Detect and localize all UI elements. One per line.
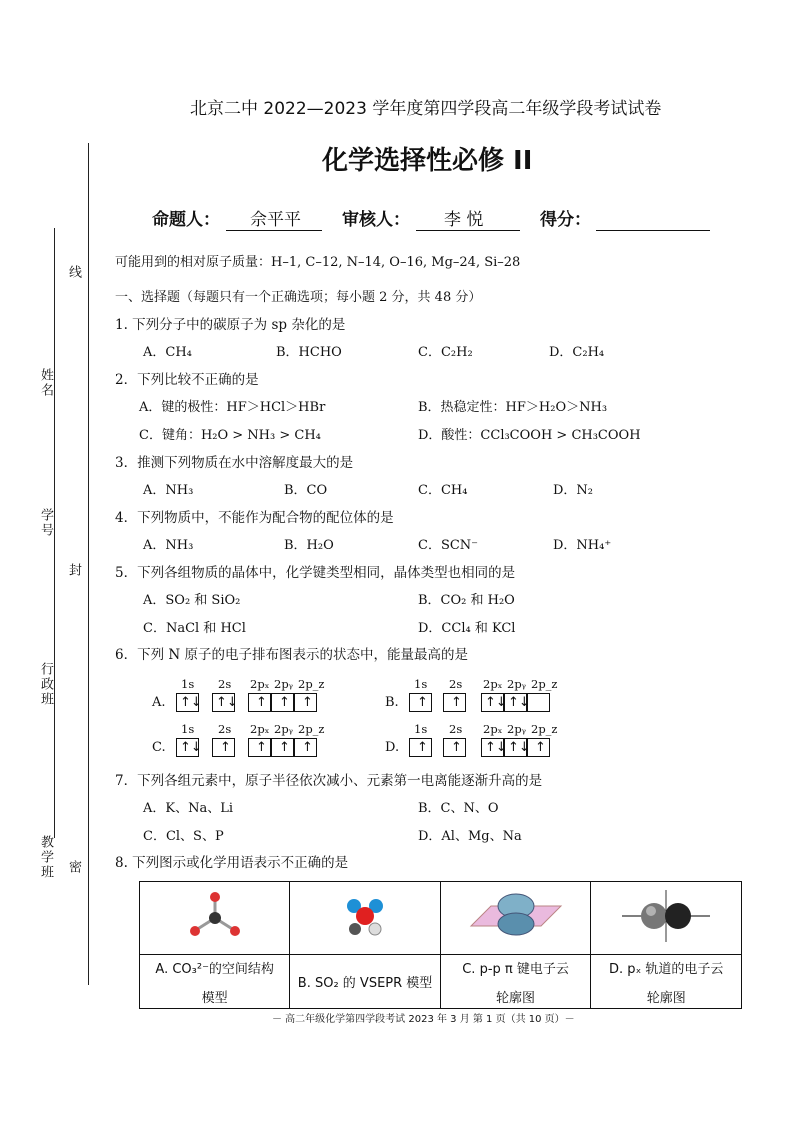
q7-option-b: B．C、N、O xyxy=(418,801,499,816)
orbital-label-2pz: 2p_z xyxy=(298,722,325,736)
electron-arrows: ↑↓ xyxy=(508,740,530,755)
orbital-label-2px: 2pₓ xyxy=(483,722,503,736)
orbital-box-2pz xyxy=(294,738,317,757)
orbital-box-2pz xyxy=(527,738,550,757)
q2-stem: 2．下列比较不正确的是 xyxy=(115,372,259,388)
q4-option-a: A．NH₃ xyxy=(143,538,194,553)
margin-label-admin-class: 行政班 xyxy=(38,662,53,707)
school-title: 北京二中 2022—2023 学年度第四学段高二年级学段考试试卷 xyxy=(190,99,662,119)
q4-stem: 4．下列物质中，不能作为配合物的配位体的是 xyxy=(115,510,394,526)
orbital-label-2s: 2s xyxy=(218,677,232,691)
q7-option-a: A．K、Na、Li xyxy=(143,801,234,816)
q8-table xyxy=(139,881,742,1009)
electron-arrows: ↑ xyxy=(451,695,462,710)
q2-option-d: D．酸性：CCl₃COOH > CH₃COOH xyxy=(418,428,641,443)
q4-option-b: B．H₂O xyxy=(284,538,334,553)
electron-arrows: ↑ xyxy=(279,695,290,710)
orbital-label-2px: 2pₓ xyxy=(483,677,503,691)
section-heading: 一、选择题（每题只有一个正确选项；每小题 2 分，共 48 分） xyxy=(115,290,482,305)
q8-image-c xyxy=(440,882,591,955)
reviewer-label: 审核人： xyxy=(342,210,410,230)
electron-arrows: ↑↓ xyxy=(485,740,507,755)
q6-stem: 6．下列 N 原子的电子排布图表示的状态中，能量最高的是 xyxy=(115,647,468,663)
q6-c-letter: C. xyxy=(152,740,166,755)
orbital-label-2s: 2s xyxy=(449,677,463,691)
q4-option-d: D．NH₄⁺ xyxy=(553,538,612,553)
orbital-box-2py xyxy=(504,693,530,712)
orbital-box-2s xyxy=(212,738,235,757)
orbital-box-1s xyxy=(176,738,202,757)
reviewer-underline xyxy=(416,230,520,231)
orbital-label-2py: 2pᵧ xyxy=(274,722,294,736)
orbital-box-2px xyxy=(248,738,271,757)
score-label: 得分： xyxy=(540,210,591,230)
q3-option-d: D．N₂ xyxy=(553,483,594,498)
orbital-label-2py: 2pᵧ xyxy=(274,677,294,691)
orbital-label-2pz: 2p_z xyxy=(531,722,558,736)
margin-label-teaching-class: 教学班 xyxy=(38,835,53,880)
margin-label-student-id: 学号 xyxy=(38,508,53,538)
setter-name: 佘平平 xyxy=(250,210,301,230)
q3-stem: 3．推测下列物质在水中溶解度最大的是 xyxy=(115,455,354,471)
carbonate-ball-stick-model xyxy=(180,886,250,946)
px-orbital-cloud xyxy=(616,886,716,946)
q8-caption-c: C. p-p π 键电子云 轮廓图 xyxy=(440,955,591,1009)
electron-arrows: ↑↓ xyxy=(508,695,530,710)
q1-option-c: C．C₂H₂ xyxy=(418,345,473,360)
reviewer-name: 李 悦 xyxy=(444,210,484,230)
subject-title: 化学选择性必修 II xyxy=(322,146,533,176)
electron-arrows: ↑ xyxy=(256,695,267,710)
q8-caption-d: D. pₓ 轨道的电子云 轮廓图 xyxy=(591,955,742,1009)
electron-arrows: ↑↓ xyxy=(216,695,238,710)
electron-arrows: ↑ xyxy=(451,740,462,755)
q8-caption-b: B. SO₂ 的 VSEPR 模型 xyxy=(290,955,440,1009)
orbital-label-1s: 1s xyxy=(181,677,195,691)
q8-caption-a: A. CO₃²⁻的空间结构 模型 xyxy=(140,955,290,1009)
q5-option-d: D．CCl₄ 和 KCl xyxy=(418,621,516,636)
q6-d-letter: D. xyxy=(385,740,400,755)
orbital-label-2s: 2s xyxy=(218,722,232,736)
orbital-label-1s: 1s xyxy=(414,677,428,691)
orbital-box-2py xyxy=(271,738,294,757)
orbital-label-2py: 2pᵧ xyxy=(507,677,527,691)
orbital-label-2px: 2pₓ xyxy=(250,677,270,691)
orbital-box-2s xyxy=(443,738,466,757)
orbital-box-1s xyxy=(409,738,432,757)
orbital-box-2px xyxy=(481,693,507,712)
q8-image-b xyxy=(290,882,440,955)
q7-option-c: C．Cl、S、P xyxy=(143,829,224,844)
q8-image-d xyxy=(591,882,742,955)
q5-option-a: A．SO₂ 和 SiO₂ xyxy=(143,593,241,608)
electron-arrows: ↑ xyxy=(279,740,290,755)
q1-option-d: D．C₂H₄ xyxy=(549,345,605,360)
orbital-box-1s xyxy=(176,693,202,712)
q1-option-b: B．HCHO xyxy=(276,345,342,360)
score-underline[interactable] xyxy=(596,230,710,231)
electron-arrows: ↑↓ xyxy=(485,695,507,710)
orbital-box-2py xyxy=(504,738,530,757)
orbital-label-2s: 2s xyxy=(449,722,463,736)
q7-stem: 7．下列各组元素中，原子半径依次减小、元素第一电离能逐渐升高的是 xyxy=(115,773,543,789)
orbital-box-1s xyxy=(409,693,432,712)
electron-arrows: ↑ xyxy=(417,695,428,710)
margin-label-name: 姓名 xyxy=(38,368,53,398)
orbital-box-2px xyxy=(481,738,507,757)
atomic-masses: 可能用到的相对原子质量：H–1, C–12, N–14, O–16, Mg–24, Si–28 xyxy=(115,255,521,270)
q5-option-b: B．CO₂ 和 H₂O xyxy=(418,593,515,608)
orbital-box-2pz xyxy=(527,693,550,712)
q6-diagram-c xyxy=(152,722,382,762)
q2-option-b: B．热稳定性：HF＞H₂O＞NH₃ xyxy=(418,400,608,415)
setter-label: 命题人： xyxy=(152,210,220,230)
q6-diagram-a xyxy=(152,677,382,717)
orbital-box-2py xyxy=(271,693,294,712)
orbital-box-2s xyxy=(443,693,466,712)
q6-b-letter: B. xyxy=(385,695,399,710)
q4-option-c: C．SCN⁻ xyxy=(418,538,479,553)
electron-arrows: ↑ xyxy=(302,695,313,710)
q2-option-a: A．键的极性：HF＞HCl＞HBr xyxy=(139,400,326,415)
q7-option-d: D．Al、Mg、Na xyxy=(418,829,522,844)
q3-option-c: C．CH₄ xyxy=(418,483,468,498)
orbital-label-2pz: 2p_z xyxy=(298,677,325,691)
q6-diagram-b xyxy=(385,677,615,717)
electron-arrows: ↑ xyxy=(302,740,313,755)
orbital-label-2py: 2pᵧ xyxy=(507,722,527,736)
margin-label-feng: 封 xyxy=(66,563,81,578)
electron-arrows: ↑ xyxy=(417,740,428,755)
q1-stem: 1. 下列分子中的碳原子为 sp 杂化的是 xyxy=(115,317,346,333)
p-p-pi-bond-cloud xyxy=(461,886,571,946)
electron-arrows: ↑↓ xyxy=(180,695,202,710)
q6-a-letter: A. xyxy=(152,695,166,710)
electron-arrows: ↑ xyxy=(220,740,231,755)
electron-arrows: ↑ xyxy=(535,740,546,755)
margin-label-xian: 线 xyxy=(66,265,81,280)
q2-option-c: C．键角：H₂O > NH₃ > CH₄ xyxy=(139,428,321,443)
orbital-box-2px xyxy=(248,693,271,712)
orbital-label-2pz: 2p_z xyxy=(531,677,558,691)
setter-underline xyxy=(226,230,322,231)
so2-vsepr-model xyxy=(330,886,400,946)
orbital-label-1s: 1s xyxy=(181,722,195,736)
q8-image-a xyxy=(140,882,290,955)
electron-arrows: ↑↓ xyxy=(180,740,202,755)
q5-option-c: C．NaCl 和 HCl xyxy=(143,621,246,636)
orbital-box-2s xyxy=(212,693,238,712)
margin-line-right xyxy=(88,143,89,985)
margin-label-mi: 密 xyxy=(66,860,81,875)
orbital-label-2px: 2pₓ xyxy=(250,722,270,736)
orbital-label-1s: 1s xyxy=(414,722,428,736)
q6-diagram-d xyxy=(385,722,615,762)
q3-option-a: A．NH₃ xyxy=(143,483,194,498)
q3-option-b: B．CO xyxy=(284,483,328,498)
orbital-box-2pz xyxy=(294,693,317,712)
electron-arrows: ↑ xyxy=(256,740,267,755)
q5-stem: 5．下列各组物质的晶体中，化学键类型相同，晶体类型也相同的是 xyxy=(115,565,516,581)
page-footer: － 高二年级化学第四学段考试 2023 年 3 月 第 1 页（共 10 页）－ xyxy=(272,1014,575,1025)
q8-stem: 8. 下列图示或化学用语表示不正确的是 xyxy=(115,855,349,871)
q1-option-a: A．CH₄ xyxy=(143,345,192,360)
